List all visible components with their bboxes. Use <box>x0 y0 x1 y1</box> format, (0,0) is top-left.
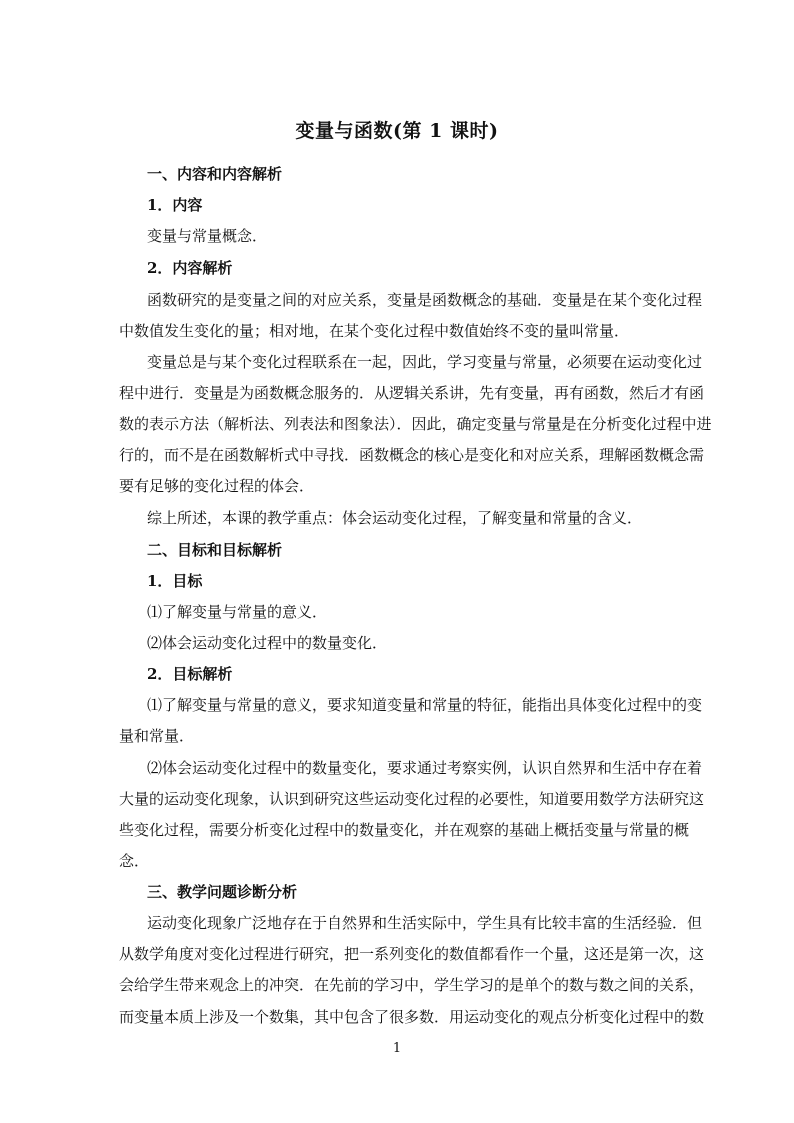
paragraph-line: 会给学生带来观念上的冲突．在先前的学习中，学生学习的是单个的数与数之间的关系， <box>119 976 705 994</box>
list-item: ⑵体会运动变化过程中的数量变化． <box>147 634 388 652</box>
subheading-content-analysis: 2．内容解析 <box>147 259 233 277</box>
paragraph-line: 中数值发生变化的量；相对地，在某个变化过程中数值始终不变的量叫常量． <box>119 322 630 340</box>
paragraph-line: 变量与常量概念． <box>147 227 268 245</box>
paragraph-line: 念． <box>119 852 150 870</box>
paragraph-line: 要有足够的变化过程的体会． <box>119 477 315 495</box>
section-heading-3: 三、教学问题诊断分析 <box>147 883 298 901</box>
paragraph-line: 变量总是与某个变化过程联系在一起，因此，学习变量与常量，必须要在运动变化过 <box>147 353 703 371</box>
paragraph-line: 大量的运动变化现象，认识到研究这些运动变化过程的必要性，知道要用数学方法研究这 <box>119 790 705 808</box>
paragraph-line: 综上所述，本课的教学重点：体会运动变化过程，了解变量和常量的含义． <box>147 509 643 527</box>
paragraph-line: 数的表示方法（解析法、列表法和图象法）．因此，确定变量与常量是在分析变化过程中进 <box>119 415 712 433</box>
paragraph-line: 而变量本质上涉及一个数集，其中包含了很多数．用运动变化的观点分析变化过程中的数 <box>119 1008 705 1026</box>
paragraph-line: 程中进行．变量是为函数概念服务的．从逻辑关系讲，先有变量，再有函数，然后才有函 <box>119 384 705 402</box>
paragraph-line: 运动变化现象广泛地存在于自然界和生活实际中，学生具有比较丰富的生活经验．但 <box>147 914 703 932</box>
subheading-goal: 1．目标 <box>147 572 203 590</box>
paragraph-line: 从数学角度对变化过程进行研究，把一系列变化的数值都看作一个量，这还是第一次，这 <box>119 945 705 963</box>
subheading-content: 1．内容 <box>147 196 203 214</box>
page-number: 1 <box>392 1041 402 1056</box>
subheading-goal-analysis: 2．目标解析 <box>147 665 233 683</box>
paragraph-line: ⑴了解变量与常量的意义，要求知道变量和常量的特征，能指出具体变化过程中的变 <box>147 696 703 714</box>
section-heading-2: 二、目标和目标解析 <box>147 541 283 559</box>
page-title: 变量与函数(第 1 课时) <box>295 120 499 142</box>
paragraph-line: 函数研究的是变量之间的对应关系，变量是函数概念的基础．变量是在某个变化过程 <box>147 291 703 309</box>
paragraph-line: 量和常量． <box>119 727 195 745</box>
paragraph-line: 些变化过程，需要分析变化过程中的数量变化，并在观察的基础上概括变量与常量的概 <box>119 821 690 839</box>
list-item: ⑴了解变量与常量的意义． <box>147 603 328 621</box>
paragraph-line: 行的，而不是在函数解析式中寻找．函数概念的核心是变化和对应关系，理解函数概念需 <box>119 446 705 464</box>
section-heading-1: 一、内容和内容解析 <box>147 165 283 183</box>
paragraph-line: ⑵体会运动变化过程中的数量变化，要求通过考察实例，认识自然界和生活中存在着 <box>147 759 703 777</box>
